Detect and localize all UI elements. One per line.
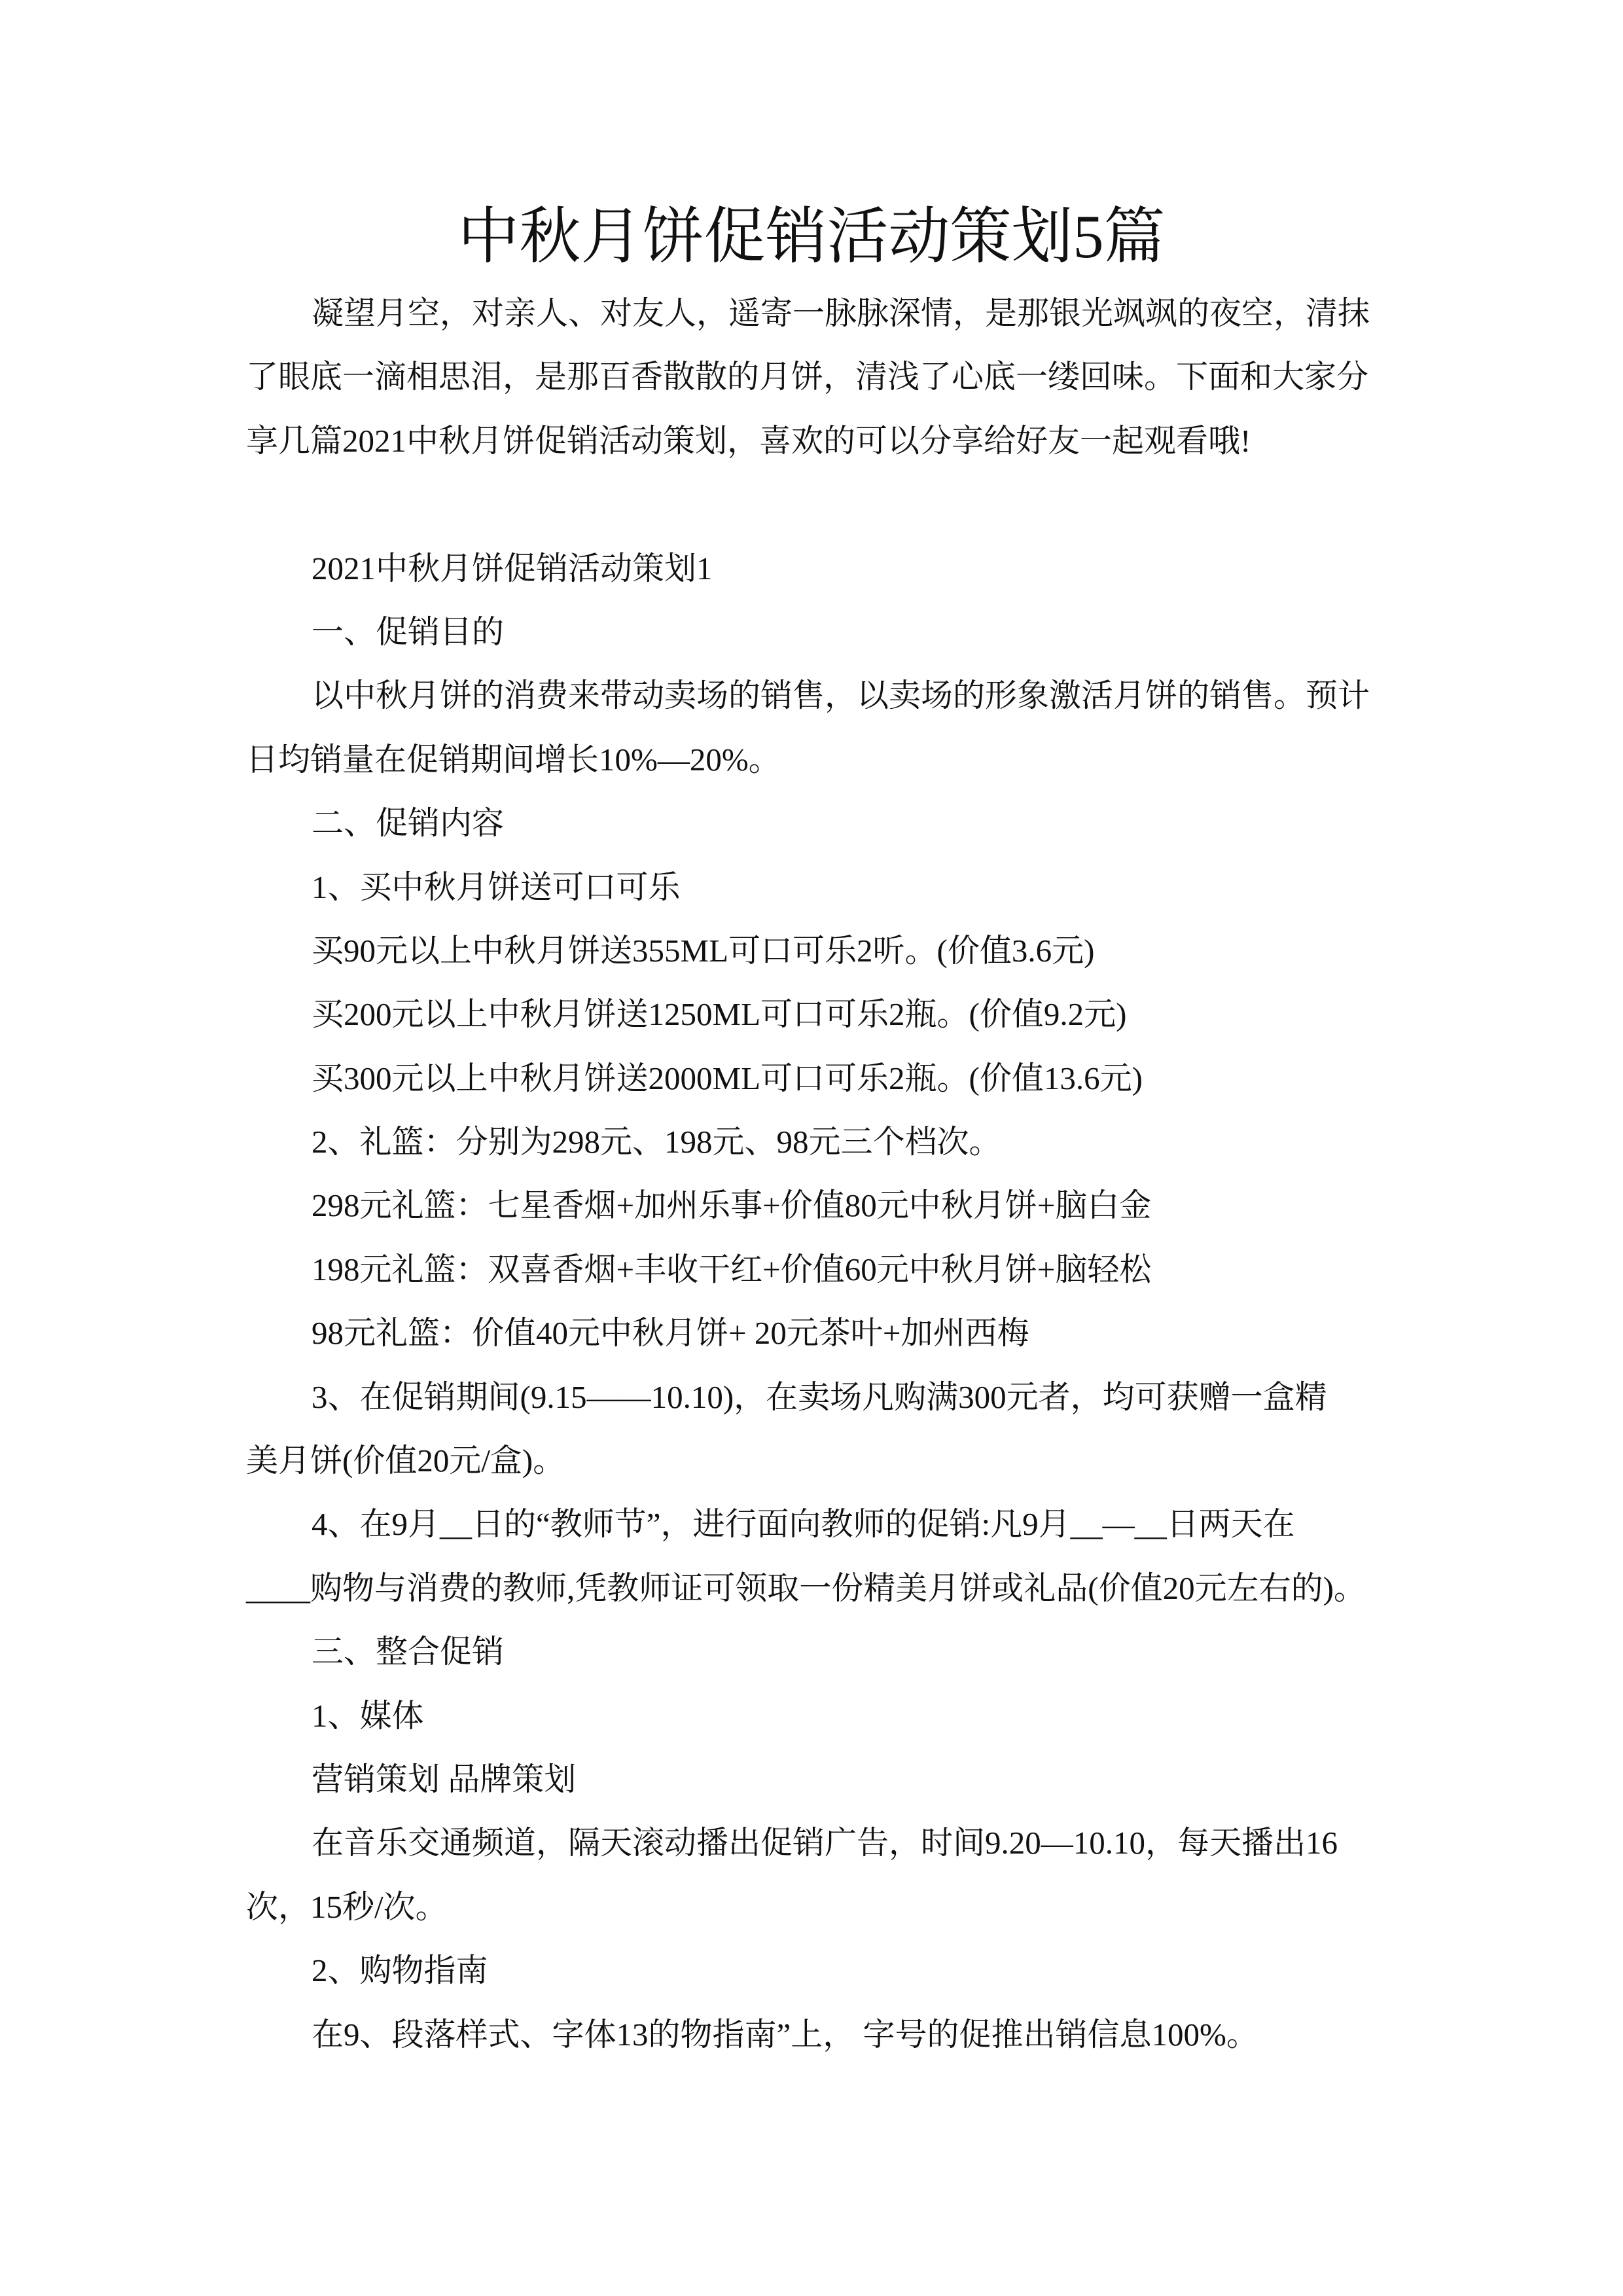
document-body — [246, 281, 1411, 2066]
text-line: 美月饼(价值20元/盒)。 — [246, 1443, 565, 1479]
text-line: 买90元以上中秋月饼送355ML可口可乐2听。(价值3.6元) — [312, 932, 1095, 969]
text-line: 2、购物指南 — [312, 1952, 488, 1989]
text-line: 了眼底一滴相思泪，是那百香散散的月饼，清浅了心底一缕回味。下面和大家分 — [246, 359, 1369, 395]
text-line: 2、礼篮：分别为298元、198元、98元三个档次。 — [312, 1124, 1001, 1160]
text-line: 1、媒体 — [312, 1697, 424, 1734]
text-line: 以中秋月饼的消费来带动卖场的销售，以卖场的形象激活月饼的销售。预计 — [312, 677, 1370, 714]
blank-line — [246, 473, 1411, 536]
text-line: ____购物与消费的教师,凭教师证可领取一份精美月饼或礼品(价值20元左右的)。 — [246, 1570, 1366, 1606]
text-line: 日均销量在促销期间增长10%—20%。 — [246, 741, 781, 778]
text-line: 298元礼篮：七星香烟+加州乐事+价值80元中秋月饼+脑白金 — [312, 1187, 1152, 1224]
text-line: 在9、段落样式、字体13的物指南”上， 字号的促推出销信息100%。 — [312, 2016, 1258, 2053]
text-line: 次，15秒/次。 — [246, 1888, 448, 1925]
text-line: 198元礼篮：双喜香烟+丰收干红+价值60元中秋月饼+脑轻松 — [312, 1251, 1152, 1287]
text-line: 营销策划 品牌策划 — [312, 1761, 577, 1797]
text-line: 2021中秋月饼促销活动策划1 — [312, 550, 713, 586]
text-line: 4、在9月__日的“教师节”，进行面向教师的促销:凡9月__—__日两天在 — [312, 1506, 1295, 1543]
text-line: 1、买中秋月饼送可口可乐 — [312, 869, 681, 905]
text-line: 3、在促销期间(9.15——10.10)，在卖场凡购满300元者，均可获赠一盒精 — [312, 1378, 1327, 1415]
text-line: 一、促销目的 — [312, 613, 505, 650]
text-line: 买300元以上中秋月饼送2000ML可口可乐2瓶。(价值13.6元) — [312, 1060, 1143, 1096]
text-line: 三、整合促销 — [312, 1634, 505, 1670]
text-line: 98元礼篮：价值40元中秋月饼+ 20元茶叶+加州西梅 — [312, 1315, 1029, 1352]
text-line: 二、促销内容 — [312, 805, 505, 842]
document-title: 中秋月饼促销活动策划5篇 — [457, 203, 1166, 271]
text-line: 享几篇2021中秋月饼促销活动策划，喜欢的可以分享给好友一起观看哦! — [246, 422, 1251, 459]
text-line: 凝望月空，对亲人、对友人，遥寄一脉脉深情，是那银光飒飒的夜空，清抹 — [312, 295, 1370, 331]
text-line: 在音乐交通频道，隔天滚动播出促销广告，时间9.20—10.10，每天播出16 — [312, 1825, 1338, 1861]
text-line: 买200元以上中秋月饼送1250ML可口可乐2瓶。(价值9.2元) — [312, 996, 1127, 1033]
